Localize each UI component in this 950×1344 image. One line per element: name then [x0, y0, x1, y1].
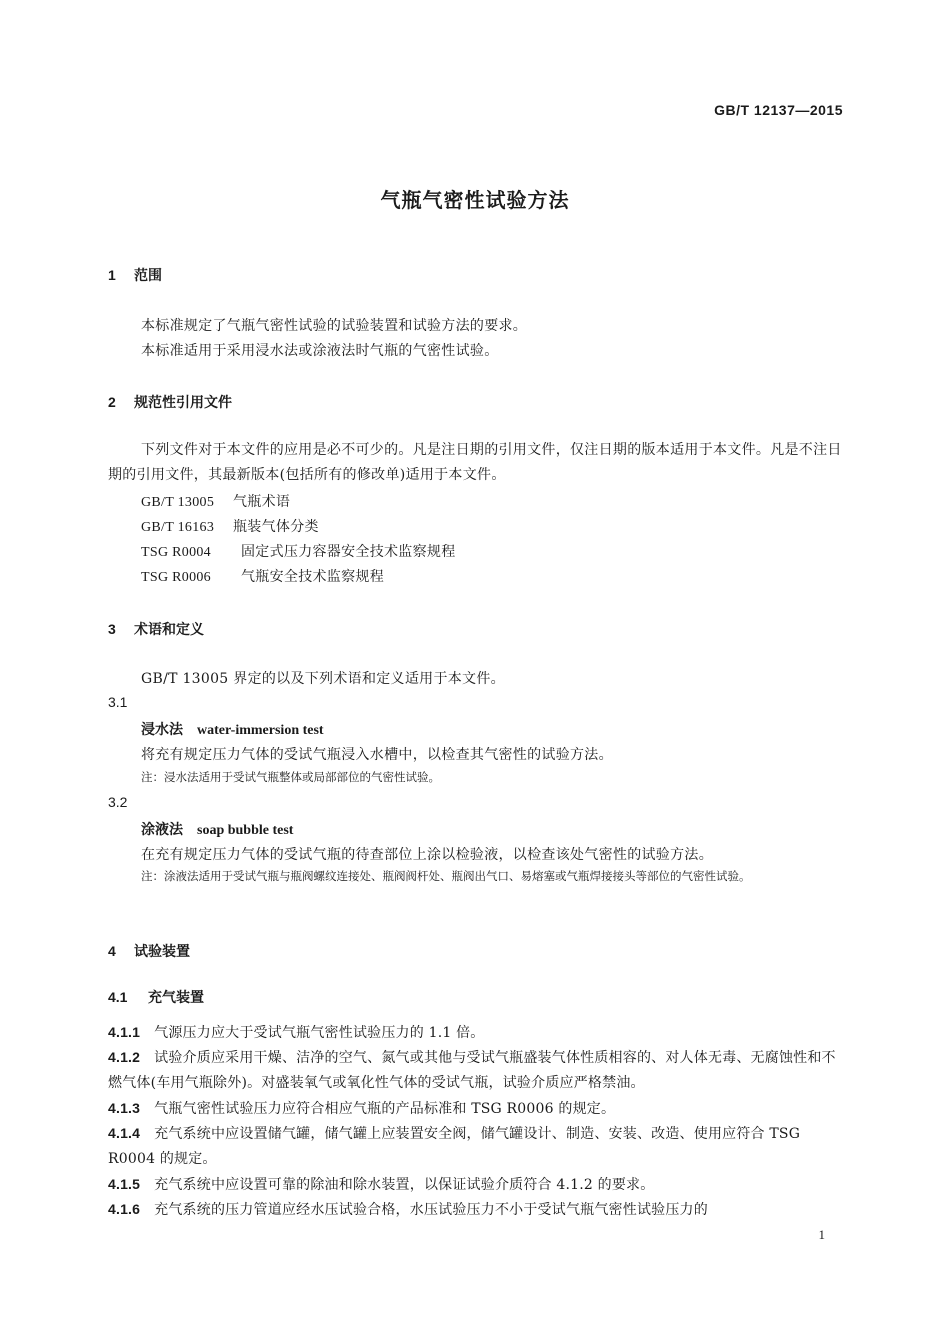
- reference-item: [141, 566, 384, 586]
- subsection-heading: [108, 987, 204, 1007]
- paragraph: 本标准适用于采用浸水法或涂液法时气瓶的气密性试验。: [141, 343, 499, 359]
- reference-code: TSG R0004: [141, 545, 211, 560]
- section-title: 术语和定义: [134, 622, 204, 638]
- standard-number: GB/T 12137—2015: [714, 102, 843, 118]
- paragraph: 下列文件对于本文件的应用是必不可少的。凡是注日期的引用文件，仅注日期的版本适用于本文件。凡是不注日期的引用文件，其最新版本(包括所有的修改单)适用于本文件。: [108, 442, 842, 483]
- subsection-number: 4.1: [108, 989, 128, 1005]
- clause: [108, 1045, 843, 1096]
- section-number: 1: [108, 267, 116, 283]
- section-number: 2: [108, 394, 116, 410]
- reference-code: TSG R0006: [141, 570, 211, 585]
- note: [141, 866, 869, 886]
- reference-title: 瓶装气体分类: [233, 519, 319, 535]
- reference-item: [141, 516, 319, 536]
- subsection-title: 充气装置: [148, 990, 204, 1006]
- section-number: 3: [108, 621, 116, 637]
- paragraph: 本标准规定了气瓶气密性试验的试验装置和试验方法的要求。: [141, 318, 528, 334]
- term-definition: 在充有规定压力气体的受试气瓶的待查部位上涂以检验液，以检查该处气密性的试验方法。: [141, 847, 713, 863]
- reference-title: 气瓶术语: [233, 494, 291, 510]
- section-heading-4: [108, 941, 190, 961]
- page-number: 1: [818, 1227, 825, 1242]
- section-title: 规范性引用文件: [134, 395, 232, 411]
- term-english: soap bubble test: [197, 823, 294, 838]
- reference-title: 固定式压力容器安全技术监察规程: [241, 544, 456, 560]
- document-title: 气瓶气密性试验方法: [380, 188, 570, 212]
- term-chinese: 涂液法: [141, 822, 183, 838]
- clause-number: 4.1.2: [108, 1049, 141, 1065]
- term-english: water-immersion test: [197, 723, 324, 738]
- clause-number: 4.1.4: [108, 1125, 141, 1141]
- note-label: 注：: [141, 770, 164, 784]
- note-label: 注：: [141, 869, 164, 883]
- clause-text: 气瓶气密性试验压力应符合相应气瓶的产品标准和 TSG R0006 的规定。: [154, 1101, 616, 1117]
- clause-text: 试验介质应采用干燥、洁净的空气、氮气或其他与受试气瓶盛装气体性质相容的、对人体无毒、无腐蚀性和不燃气体(车用气瓶除外)。对盛装氧气或氧化性气体的受试气瓶，试验介质应严格禁油。: [108, 1050, 836, 1091]
- section-title: 范围: [134, 268, 162, 284]
- clause-number: 4.1.6: [108, 1201, 141, 1217]
- section-heading-3: [108, 619, 204, 639]
- clause: [108, 1197, 843, 1223]
- term-entry: [141, 719, 324, 739]
- term-number: 3.1: [108, 694, 128, 710]
- clause-number: 4.1.1: [108, 1024, 141, 1040]
- clause: [108, 1121, 843, 1172]
- note: [141, 769, 440, 785]
- reference-item: [141, 491, 290, 511]
- section-heading-1: [108, 265, 162, 285]
- term-entry: [141, 819, 293, 839]
- clause-text: 气源压力应大于受试气瓶气密性试验压力的 1.1 倍。: [154, 1025, 485, 1041]
- clause-text: 充气系统的压力管道应经水压试验合格，水压试验压力不小于受试气瓶气密性试验压力的: [154, 1202, 708, 1218]
- section-number: 4: [108, 943, 116, 959]
- clause-text: 充气系统中应设置可靠的除油和除水装置，以保证试验介质符合 4.1.2 的要求。: [154, 1177, 655, 1193]
- section-heading-2: [108, 392, 232, 412]
- reference-title: 气瓶安全技术监察规程: [241, 569, 384, 585]
- paragraph: GB/T 13005 界定的以及下列术语和定义适用于本文件。: [141, 671, 505, 687]
- term-number: 3.2: [108, 794, 128, 810]
- clause: [108, 1172, 843, 1198]
- term-chinese: 浸水法: [141, 722, 183, 738]
- reference-code: GB/T 13005: [141, 495, 215, 510]
- clause-text: 充气系统中应设置储气罐，储气罐上应装置安全阀，储气罐设计、制造、安装、改造、使用应符合 TSG R0004 的规定。: [108, 1126, 801, 1167]
- clause-number: 4.1.3: [108, 1100, 141, 1116]
- clause: [108, 1096, 843, 1122]
- reference-code: GB/T 16163: [141, 520, 215, 535]
- section-title: 试验装置: [134, 944, 190, 960]
- note-text: 浸水法适用于受试气瓶整体或局部部位的气密性试验。: [164, 770, 440, 784]
- reference-item: [141, 541, 456, 561]
- term-definition: 将充有规定压力气体的受试气瓶浸入水槽中，以检查其气密性的试验方法。: [141, 747, 613, 763]
- note-text: 涂液法适用于受试气瓶与瓶阀螺纹连接处、瓶阀阀杆处、瓶阀出气口、易熔塞或气瓶焊接接头等部位的气密性试验。: [164, 869, 751, 883]
- clause: [108, 1020, 843, 1046]
- clause-number: 4.1.5: [108, 1176, 141, 1192]
